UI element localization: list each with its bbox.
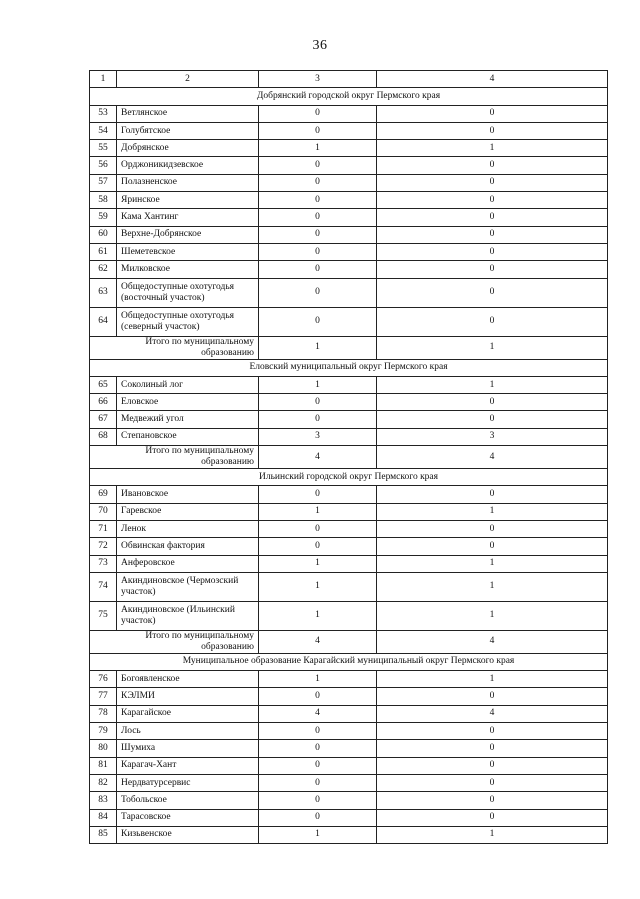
value-col3: 1 xyxy=(259,555,377,572)
row-number: 69 xyxy=(90,486,117,503)
value-col4: 1 xyxy=(377,503,608,520)
value-col4: 1 xyxy=(377,376,608,393)
row-number: 82 xyxy=(90,774,117,791)
value-col3: 4 xyxy=(259,705,377,722)
hunting-ground-name: Яринское xyxy=(117,192,259,209)
value-col4: 0 xyxy=(377,122,608,139)
header-cell-3: 3 xyxy=(259,71,377,88)
row-number: 68 xyxy=(90,428,117,445)
value-col4: 0 xyxy=(377,740,608,757)
row-number: 79 xyxy=(90,723,117,740)
value-col4: 0 xyxy=(377,757,608,774)
total-row xyxy=(90,630,608,653)
value-col3: 1 xyxy=(259,376,377,393)
total-row xyxy=(90,336,608,359)
table-row xyxy=(90,503,608,520)
row-number: 67 xyxy=(90,411,117,428)
row-number: 75 xyxy=(90,601,117,630)
value-col3: 0 xyxy=(259,243,377,260)
value-col3: 0 xyxy=(259,688,377,705)
total-value-col3: 4 xyxy=(259,630,377,653)
table-row xyxy=(90,774,608,791)
hunting-ground-name: Добрянское xyxy=(117,140,259,157)
table-row xyxy=(90,174,608,191)
row-number: 83 xyxy=(90,792,117,809)
value-col3: 0 xyxy=(259,757,377,774)
total-label: Итого по муниципальному образованию xyxy=(90,446,259,469)
total-row xyxy=(90,446,608,469)
row-number: 78 xyxy=(90,705,117,722)
row-number: 63 xyxy=(90,278,117,307)
row-number: 58 xyxy=(90,192,117,209)
table-row xyxy=(90,140,608,157)
row-number: 71 xyxy=(90,520,117,537)
hunting-ground-name: Орджоникидзевское xyxy=(117,157,259,174)
total-value-col3: 1 xyxy=(259,336,377,359)
value-col3: 0 xyxy=(259,278,377,307)
table-row xyxy=(90,538,608,555)
value-col3: 0 xyxy=(259,209,377,226)
value-col4: 4 xyxy=(377,705,608,722)
row-number: 60 xyxy=(90,226,117,243)
value-col3: 0 xyxy=(259,174,377,191)
table-row xyxy=(90,411,608,428)
row-number: 73 xyxy=(90,555,117,572)
section-title: Муниципальное образование Карагайский муниципальный округ Пермского края xyxy=(90,653,608,670)
row-number: 56 xyxy=(90,157,117,174)
value-col4: 0 xyxy=(377,486,608,503)
hunting-ground-name: Еловское xyxy=(117,394,259,411)
hunting-ground-name: Карагайское xyxy=(117,705,259,722)
hunting-ground-name: КЭЛМИ xyxy=(117,688,259,705)
value-col3: 0 xyxy=(259,411,377,428)
table-row xyxy=(90,243,608,260)
table-row xyxy=(90,394,608,411)
row-number: 76 xyxy=(90,671,117,688)
table-row xyxy=(90,278,608,307)
row-number: 59 xyxy=(90,209,117,226)
value-col3: 0 xyxy=(259,520,377,537)
row-number: 65 xyxy=(90,376,117,393)
hunting-ground-name: Ивановское xyxy=(117,486,259,503)
value-col3: 0 xyxy=(259,192,377,209)
value-col3: 0 xyxy=(259,105,377,122)
table-row xyxy=(90,601,608,630)
value-col4: 0 xyxy=(377,723,608,740)
table-row xyxy=(90,792,608,809)
value-col3: 1 xyxy=(259,671,377,688)
hunting-ground-name: Анферовское xyxy=(117,555,259,572)
value-col4: 0 xyxy=(377,688,608,705)
section-header-row xyxy=(90,469,608,486)
value-col3: 1 xyxy=(259,572,377,601)
row-number: 84 xyxy=(90,809,117,826)
table-row xyxy=(90,757,608,774)
value-col3: 0 xyxy=(259,486,377,503)
hunting-ground-name: Карагач-Хант xyxy=(117,757,259,774)
table-row xyxy=(90,740,608,757)
hunting-ground-name: Гаревское xyxy=(117,503,259,520)
section-title: Еловский муниципальный округ Пермского края xyxy=(90,359,608,376)
table-row xyxy=(90,671,608,688)
value-col3: 1 xyxy=(259,826,377,843)
value-col3: 0 xyxy=(259,157,377,174)
value-col4: 0 xyxy=(377,809,608,826)
hunting-ground-name: Лось xyxy=(117,723,259,740)
value-col3: 0 xyxy=(259,122,377,139)
section-header-row xyxy=(90,359,608,376)
value-col3: 0 xyxy=(259,723,377,740)
value-col4: 0 xyxy=(377,226,608,243)
row-number: 80 xyxy=(90,740,117,757)
hunting-ground-name: Общедоступные охотугодья (восточный участок) xyxy=(117,278,259,307)
table-row xyxy=(90,307,608,336)
row-number: 66 xyxy=(90,394,117,411)
allocation-table xyxy=(89,70,608,844)
header-cell-2: 2 xyxy=(117,71,259,88)
value-col4: 0 xyxy=(377,278,608,307)
hunting-ground-name: Акиндиновское (Чермозский участок) xyxy=(117,572,259,601)
table-row xyxy=(90,209,608,226)
hunting-ground-name: Богоявленское xyxy=(117,671,259,688)
hunting-ground-name: Медвежий угол xyxy=(117,411,259,428)
hunting-ground-name: Верхне-Добрянское xyxy=(117,226,259,243)
hunting-ground-name: Кизьвенское xyxy=(117,826,259,843)
row-number: 57 xyxy=(90,174,117,191)
total-value-col4: 1 xyxy=(377,336,608,359)
value-col4: 1 xyxy=(377,826,608,843)
value-col4: 0 xyxy=(377,411,608,428)
hunting-ground-name: Тобольское xyxy=(117,792,259,809)
value-col4: 0 xyxy=(377,105,608,122)
table-row xyxy=(90,723,608,740)
value-col4: 0 xyxy=(377,261,608,278)
total-value-col4: 4 xyxy=(377,446,608,469)
header-row xyxy=(90,71,608,88)
hunting-ground-name: Кама Хантинг xyxy=(117,209,259,226)
value-col4: 0 xyxy=(377,192,608,209)
hunting-ground-name: Обвинская фактория xyxy=(117,538,259,555)
table-row xyxy=(90,261,608,278)
value-col4: 0 xyxy=(377,174,608,191)
value-col4: 3 xyxy=(377,428,608,445)
value-col4: 1 xyxy=(377,140,608,157)
table-row xyxy=(90,157,608,174)
hunting-ground-name: Степановское xyxy=(117,428,259,445)
value-col4: 0 xyxy=(377,394,608,411)
total-value-col4: 4 xyxy=(377,630,608,653)
table-row xyxy=(90,486,608,503)
value-col4: 0 xyxy=(377,307,608,336)
hunting-ground-name: Соколиный лог xyxy=(117,376,259,393)
table-body xyxy=(90,71,608,844)
table-row xyxy=(90,809,608,826)
row-number: 85 xyxy=(90,826,117,843)
hunting-ground-name: Шеметевское xyxy=(117,243,259,260)
value-col4: 1 xyxy=(377,671,608,688)
value-col4: 0 xyxy=(377,792,608,809)
table-row xyxy=(90,520,608,537)
hunting-ground-name: Акиндиновское (Ильинский участок) xyxy=(117,601,259,630)
table-row xyxy=(90,428,608,445)
section-header-row xyxy=(90,88,608,105)
value-col3: 1 xyxy=(259,140,377,157)
table-row xyxy=(90,192,608,209)
table-row xyxy=(90,688,608,705)
hunting-ground-name: Милковское xyxy=(117,261,259,278)
section-header-row xyxy=(90,653,608,670)
table-row xyxy=(90,105,608,122)
hunting-ground-name: Голубятское xyxy=(117,122,259,139)
value-col3: 0 xyxy=(259,226,377,243)
hunting-ground-name: Ветлянское xyxy=(117,105,259,122)
value-col4: 1 xyxy=(377,572,608,601)
row-number: 70 xyxy=(90,503,117,520)
row-number: 81 xyxy=(90,757,117,774)
row-number: 77 xyxy=(90,688,117,705)
table-row xyxy=(90,705,608,722)
row-number: 64 xyxy=(90,307,117,336)
row-number: 53 xyxy=(90,105,117,122)
hunting-ground-name: Ленок xyxy=(117,520,259,537)
hunting-ground-name: Нердватурсервис xyxy=(117,774,259,791)
value-col3: 0 xyxy=(259,261,377,278)
value-col3: 0 xyxy=(259,809,377,826)
table-row xyxy=(90,826,608,843)
row-number: 62 xyxy=(90,261,117,278)
row-number: 61 xyxy=(90,243,117,260)
value-col4: 0 xyxy=(377,243,608,260)
value-col4: 1 xyxy=(377,601,608,630)
row-number: 74 xyxy=(90,572,117,601)
total-label: Итого по муниципальному образованию xyxy=(90,630,259,653)
value-col4: 1 xyxy=(377,555,608,572)
row-number: 54 xyxy=(90,122,117,139)
value-col4: 0 xyxy=(377,774,608,791)
value-col4: 0 xyxy=(377,520,608,537)
value-col4: 0 xyxy=(377,209,608,226)
total-value-col3: 4 xyxy=(259,446,377,469)
value-col3: 0 xyxy=(259,307,377,336)
table-row xyxy=(90,376,608,393)
table-row xyxy=(90,555,608,572)
table-row xyxy=(90,122,608,139)
value-col3: 1 xyxy=(259,503,377,520)
value-col3: 3 xyxy=(259,428,377,445)
row-number: 72 xyxy=(90,538,117,555)
total-label: Итого по муниципальному образованию xyxy=(90,336,259,359)
value-col3: 0 xyxy=(259,394,377,411)
page-number: 36 xyxy=(312,38,328,53)
hunting-ground-name: Шумиха xyxy=(117,740,259,757)
header-cell-1: 1 xyxy=(90,71,117,88)
table-row xyxy=(90,226,608,243)
value-col4: 0 xyxy=(377,538,608,555)
value-col3: 0 xyxy=(259,740,377,757)
section-title: Добрянский городской округ Пермского края xyxy=(90,88,608,105)
hunting-ground-name: Тарасовское xyxy=(117,809,259,826)
section-title: Ильинский городской округ Пермского края xyxy=(90,469,608,486)
value-col3: 0 xyxy=(259,792,377,809)
hunting-ground-name: Полазненское xyxy=(117,174,259,191)
row-number: 55 xyxy=(90,140,117,157)
hunting-ground-name: Общедоступные охотугодья (северный участок) xyxy=(117,307,259,336)
value-col4: 0 xyxy=(377,157,608,174)
value-col3: 0 xyxy=(259,538,377,555)
value-col3: 0 xyxy=(259,774,377,791)
value-col3: 1 xyxy=(259,601,377,630)
header-cell-4: 4 xyxy=(377,71,608,88)
table-row xyxy=(90,572,608,601)
